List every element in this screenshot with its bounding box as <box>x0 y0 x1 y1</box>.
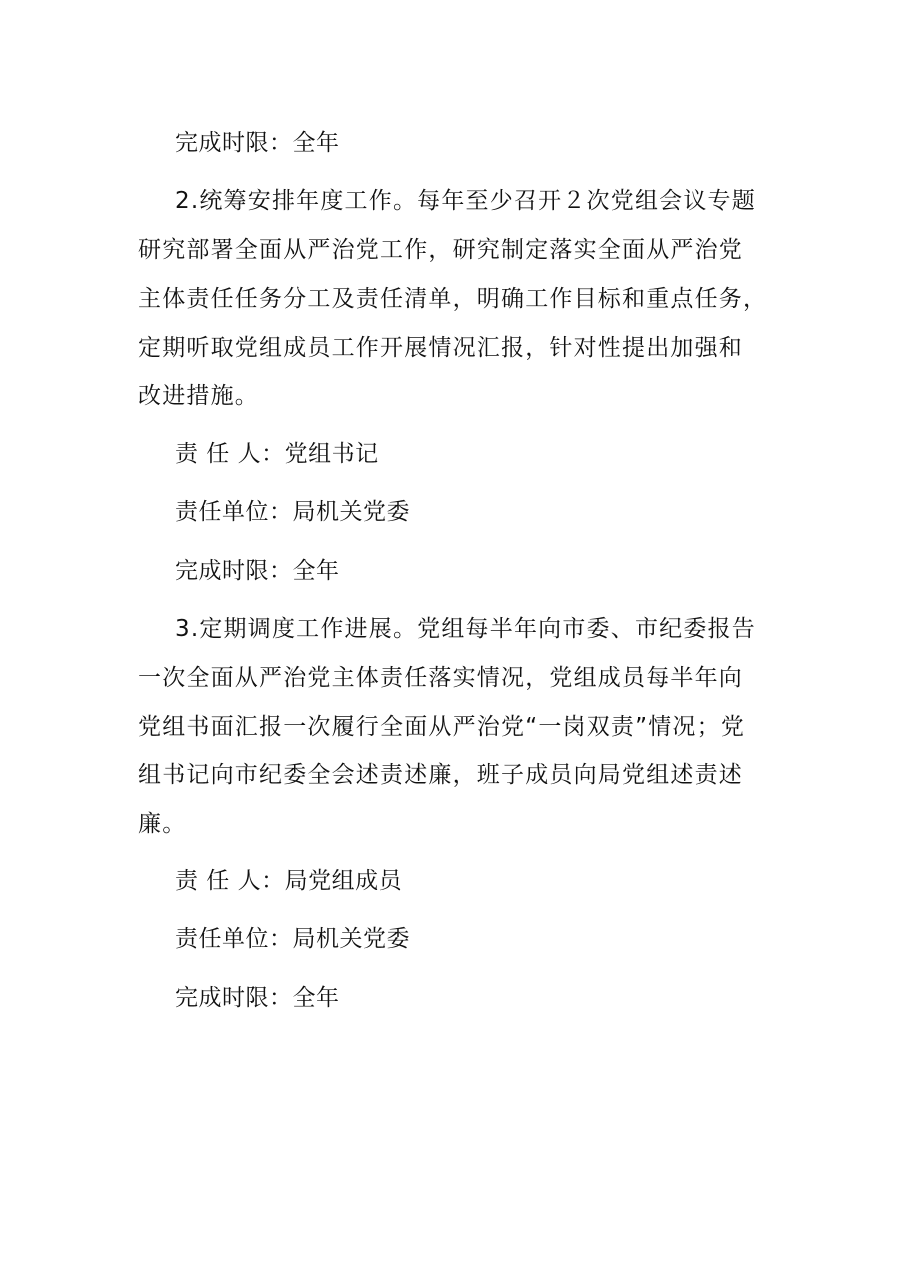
paragraph-line: 定期听取党组成员工作开展情况汇报，针对性提出加强和 <box>138 335 743 361</box>
paragraph-line: 主体责任任务分工及责任清单，明确工作目标和重点任务， <box>138 286 768 312</box>
paragraph-line: 改进措施。 <box>138 383 259 409</box>
paragraph-line: 研究部署全面从严治党工作，研究制定落实全面从严治党 <box>138 237 743 263</box>
deadline-line: 完成时限：全年 <box>175 130 340 156</box>
deadline-line: 完成时限：全年 <box>175 985 340 1011</box>
paragraph-line: 党组书面汇报一次履行全面从严治党“一岗双责”情况；党 <box>138 714 746 740</box>
paragraph-line: 3.定期调度工作进展。党组每半年向市委、市纪委报告 <box>175 616 756 642</box>
responsible-unit-line: 责任单位：局机关党委 <box>175 499 410 525</box>
paragraph-line: 廉。 <box>138 811 187 837</box>
responsible-unit-line: 责任单位：局机关党委 <box>175 926 410 952</box>
deadline-line: 完成时限：全年 <box>175 558 340 584</box>
paragraph-line: 一次全面从严治党主体责任落实情况，党组成员每半年向 <box>138 665 743 691</box>
paragraph-line: 组书记向市纪委全会述责述廉，班子成员向局党组述责述 <box>138 762 743 788</box>
paragraph-line: 2.统筹安排年度工作。每年至少召开２次党组会议专题 <box>175 188 756 214</box>
responsible-person-line: 责 任 人：党组书记 <box>175 441 379 467</box>
responsible-person-line: 责 任 人：局党组成员 <box>175 868 403 894</box>
